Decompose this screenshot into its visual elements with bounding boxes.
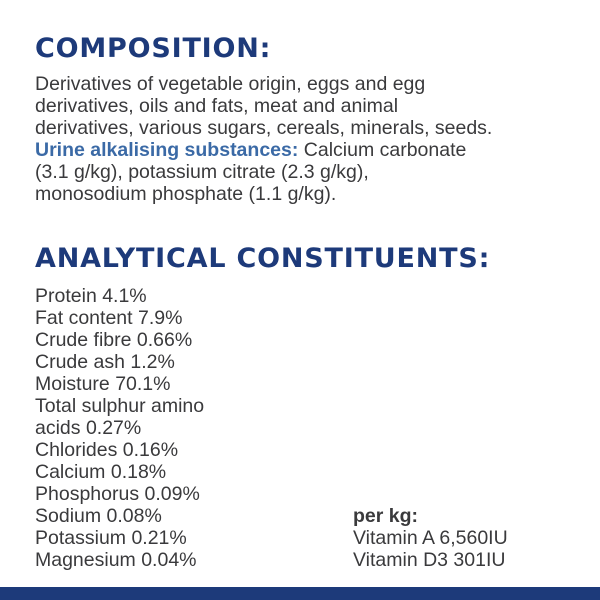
composition-heading: COMPOSITION: (35, 33, 272, 64)
constituent-item: Protein 4.1% (35, 285, 147, 307)
constituent-item: Phosphorus 0.09% (35, 483, 200, 505)
constituent-item: Total sulphur amino (35, 395, 205, 417)
urine-alkalising-label: Urine alkalising substances: (35, 139, 299, 161)
composition-line: Derivatives of vegetable origin, eggs and egg (35, 73, 426, 95)
composition-line: derivatives, various sugars, cereals, minerals, seeds. (35, 117, 493, 139)
composition-line: (3.1 g/kg), potassium citrate (2.3 g/kg), (35, 161, 369, 183)
constituent-item: Sodium 0.08% (35, 505, 162, 527)
per-kg-label: per kg: (353, 505, 419, 527)
constituent-item: Calcium 0.18% (35, 461, 167, 483)
composition-line: derivatives, oils and fats, meat and animal (35, 95, 399, 117)
vitamins-block (353, 505, 508, 571)
analytical-constituents-heading: ANALYTICAL CONSTITUENTS: (35, 243, 491, 274)
composition-text (35, 73, 590, 205)
constituents-list (35, 285, 204, 571)
constituent-item: acids 0.27% (35, 417, 142, 439)
bottom-color-band (0, 587, 600, 600)
constituent-item: Chlorides 0.16% (35, 439, 179, 461)
vitamin-item: Vitamin A 6,560IU (353, 527, 508, 549)
constituent-item: Potassium 0.21% (35, 527, 187, 549)
urine-alkalising-line (35, 139, 590, 161)
constituent-item: Magnesium 0.04% (35, 549, 197, 571)
constituent-item: Moisture 70.1% (35, 373, 171, 395)
constituent-item: Crude ash 1.2% (35, 351, 175, 373)
vitamin-item: Vitamin D3 301IU (353, 549, 506, 571)
constituent-item: Fat content 7.9% (35, 307, 183, 329)
composition-line: monosodium phosphate (1.1 g/kg). (35, 183, 337, 205)
constituent-item: Crude fibre 0.66% (35, 329, 193, 351)
urine-alkalising-text: Calcium carbonate (298, 139, 467, 161)
